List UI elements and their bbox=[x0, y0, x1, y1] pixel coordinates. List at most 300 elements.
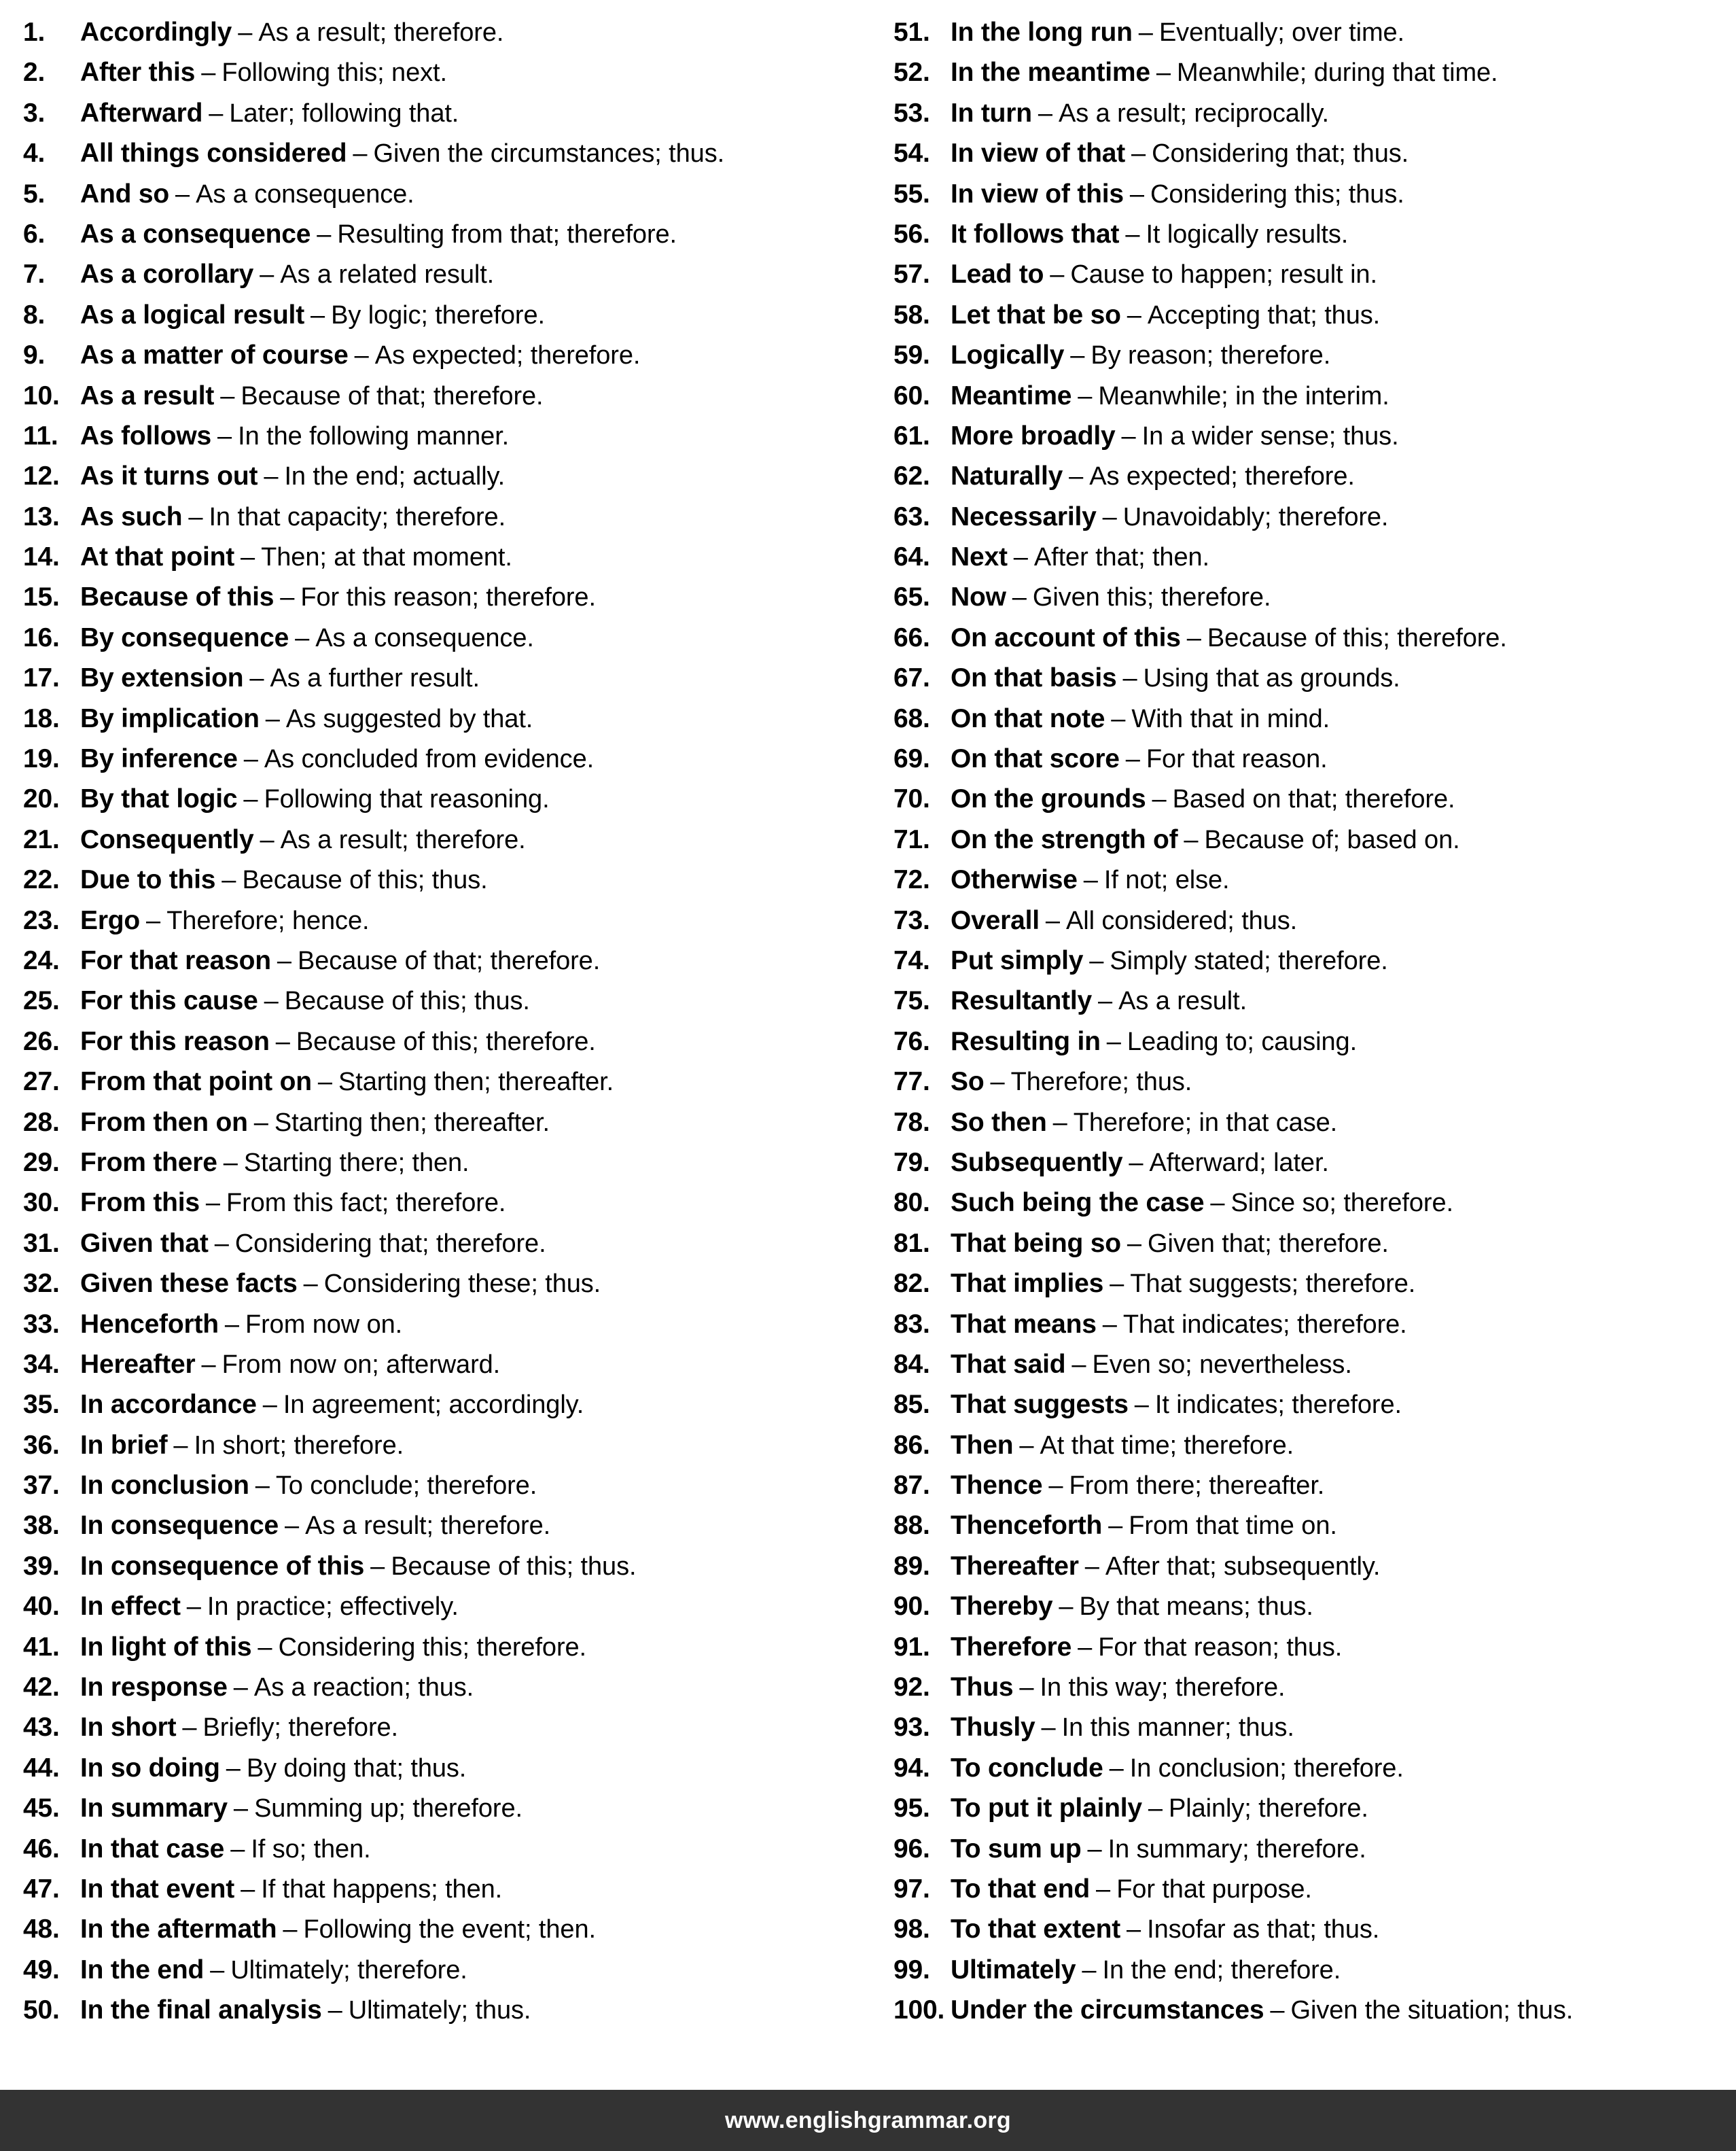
list-item-term: Given these facts bbox=[80, 1269, 298, 1299]
list-item bbox=[893, 174, 1729, 214]
list-item-term: In the meantime bbox=[951, 58, 1150, 88]
list-item-number: 79. bbox=[893, 1147, 930, 1177]
list-item-term: Let that be so bbox=[951, 300, 1121, 330]
list-item-term: Thus bbox=[951, 1673, 1014, 1702]
list-item bbox=[893, 1950, 1729, 1990]
list-item-definition: Therefore; hence. bbox=[166, 906, 370, 935]
list-item-term: That suggests bbox=[951, 1390, 1129, 1420]
list-item-number: 4. bbox=[23, 139, 46, 169]
list-item-separator: – bbox=[277, 946, 292, 975]
list-item bbox=[893, 860, 1729, 900]
list-item-number: 92. bbox=[893, 1673, 930, 1702]
list-item-number: 24. bbox=[23, 945, 60, 975]
list-item-term: In effect bbox=[80, 1592, 181, 1622]
list-item-number: 1. bbox=[23, 18, 46, 47]
list-item-term: In light of this bbox=[80, 1632, 252, 1662]
list-item-definition: At that time; therefore. bbox=[1040, 1431, 1294, 1460]
list-item-separator: – bbox=[241, 543, 255, 572]
list-item-number: 75. bbox=[893, 986, 930, 1016]
list-item bbox=[23, 416, 855, 456]
list-item-term: As a corollary bbox=[80, 260, 254, 290]
list-item-number: 51. bbox=[893, 18, 930, 47]
list-item-number: 70. bbox=[893, 784, 930, 814]
list-item-definition: In the end; actually. bbox=[284, 462, 506, 491]
list-item-separator: – bbox=[370, 1552, 385, 1581]
list-item-number: 90. bbox=[893, 1592, 930, 1622]
list-item-term: Next bbox=[951, 542, 1008, 572]
list-item-term: By implication bbox=[80, 703, 260, 733]
list-item-definition: Considering this; thus. bbox=[1150, 179, 1404, 209]
list-item-number: 23. bbox=[23, 905, 60, 935]
list-item bbox=[893, 1990, 1729, 2030]
list-item-number: 60. bbox=[893, 381, 930, 410]
list-item-term: By inference bbox=[80, 744, 238, 774]
list-item-definition: Plainly; therefore. bbox=[1169, 1794, 1368, 1823]
list-item-term: By consequence bbox=[80, 623, 289, 652]
list-item-term: In summary bbox=[80, 1794, 228, 1823]
list-item-separator: – bbox=[1102, 502, 1117, 531]
list-item-definition: Using that as grounds. bbox=[1143, 664, 1400, 693]
list-item-term: On account of this bbox=[951, 623, 1181, 652]
list-item bbox=[893, 1223, 1729, 1263]
list-item-term: Necessarily bbox=[951, 502, 1097, 531]
list-item bbox=[893, 335, 1729, 375]
list-item-separator: – bbox=[1111, 704, 1126, 733]
list-item-number: 26. bbox=[23, 1026, 60, 1056]
list-item-definition: In this way; therefore. bbox=[1040, 1673, 1286, 1702]
list-item-number: 40. bbox=[23, 1592, 60, 1622]
list-item-definition: As a further result. bbox=[270, 664, 480, 693]
list-item-term: From that point on bbox=[80, 1067, 312, 1097]
list-item-number: 46. bbox=[23, 1834, 60, 1864]
list-item-definition: In practice; effectively. bbox=[207, 1592, 459, 1622]
list-item-term: Then bbox=[951, 1430, 1014, 1460]
list-item-term: Lead to bbox=[951, 260, 1044, 290]
list-item bbox=[23, 779, 855, 819]
list-item-term: In the end bbox=[80, 1955, 205, 1984]
list-item-separator: – bbox=[224, 1310, 239, 1339]
list-item bbox=[893, 941, 1729, 981]
list-item-term: As a matter of course bbox=[80, 340, 349, 370]
list-item-term: Ultimately bbox=[951, 1955, 1076, 1984]
list-item-separator: – bbox=[253, 1108, 268, 1137]
list-item bbox=[23, 1021, 855, 1062]
list-item-number: 34. bbox=[23, 1349, 60, 1379]
list-item-number: 7. bbox=[23, 260, 46, 290]
list-item-term: In that case bbox=[80, 1834, 225, 1864]
list-item-separator: – bbox=[175, 179, 190, 209]
list-item-number: 22. bbox=[23, 865, 60, 895]
list-item-separator: – bbox=[1069, 462, 1084, 491]
list-item-definition: Meanwhile; in the interim. bbox=[1098, 381, 1389, 410]
list-item-definition: After that; then. bbox=[1033, 543, 1209, 572]
list-item-definition: If so; then. bbox=[251, 1834, 371, 1864]
list-item-number: 10. bbox=[23, 381, 60, 410]
list-item-definition: As a consequence. bbox=[315, 623, 534, 652]
list-item-definition: Later; following that. bbox=[229, 99, 459, 128]
list-item bbox=[23, 1223, 855, 1263]
list-item-definition: In the end; therefore. bbox=[1102, 1955, 1341, 1984]
list-item-separator: – bbox=[241, 1874, 255, 1904]
list-item-separator: – bbox=[238, 18, 253, 47]
list-item bbox=[893, 820, 1729, 860]
list-item-number: 48. bbox=[23, 1914, 60, 1944]
list-item bbox=[893, 456, 1729, 496]
list-item-term: On the strength of bbox=[951, 824, 1178, 854]
list-item-separator: – bbox=[265, 704, 280, 733]
list-item-separator: – bbox=[262, 1391, 277, 1420]
list-item-term: Accordingly bbox=[80, 18, 232, 47]
list-item-number: 49. bbox=[23, 1955, 60, 1984]
list-item-number: 6. bbox=[23, 219, 46, 249]
list-item bbox=[23, 1950, 855, 1990]
list-item-term: As a consequence bbox=[80, 219, 311, 249]
list-item-number: 61. bbox=[893, 421, 930, 451]
list-item-number: 39. bbox=[23, 1551, 60, 1581]
list-item-number: 47. bbox=[23, 1874, 60, 1904]
list-item-separator: – bbox=[1138, 18, 1153, 47]
list-item-definition: Briefly; therefore. bbox=[202, 1713, 398, 1743]
list-item-separator: – bbox=[1152, 785, 1167, 814]
list-item bbox=[893, 699, 1729, 739]
list-item-definition: Given that; therefore. bbox=[1148, 1229, 1389, 1258]
list-item-separator: – bbox=[1019, 1431, 1034, 1460]
list-item bbox=[893, 618, 1729, 658]
list-item-term: Such being the case bbox=[951, 1188, 1205, 1218]
list-item-number: 9. bbox=[23, 340, 46, 370]
list-item-separator: – bbox=[258, 1632, 272, 1662]
list-item-term: In brief bbox=[80, 1430, 168, 1460]
list-item-definition: By that means; thus. bbox=[1079, 1592, 1313, 1622]
list-item bbox=[893, 497, 1729, 537]
list-item-definition: If that happens; then. bbox=[261, 1874, 503, 1904]
list-item bbox=[23, 860, 855, 900]
list-item-separator: – bbox=[214, 1229, 229, 1258]
list-item-separator: – bbox=[1134, 1391, 1149, 1420]
list-item-separator: – bbox=[1127, 300, 1141, 330]
list-item-number: 62. bbox=[893, 461, 930, 491]
list-item-definition: By reason; therefore. bbox=[1091, 341, 1331, 370]
list-item bbox=[893, 133, 1729, 173]
list-item-term: Thereafter bbox=[951, 1551, 1079, 1581]
list-item-number: 43. bbox=[23, 1713, 60, 1743]
list-item-number: 30. bbox=[23, 1188, 60, 1218]
list-item-definition: In short; therefore. bbox=[194, 1431, 404, 1460]
list-item bbox=[893, 779, 1729, 819]
list-item-definition: Simply stated; therefore. bbox=[1110, 946, 1388, 975]
list-item-definition: Considering this; therefore. bbox=[278, 1632, 587, 1662]
list-item-definition: Given the circumstances; thus. bbox=[373, 139, 725, 169]
list-item bbox=[893, 52, 1729, 92]
list-item-number: 73. bbox=[893, 905, 930, 935]
list-item-definition: Starting then; thereafter. bbox=[338, 1068, 614, 1097]
list-item-number: 32. bbox=[23, 1269, 60, 1299]
list-item-definition: As suggested by that. bbox=[285, 704, 533, 733]
list-item-number: 83. bbox=[893, 1309, 930, 1339]
list-item-number: 25. bbox=[23, 986, 60, 1016]
list-item-term: In response bbox=[80, 1673, 228, 1702]
list-item-definition: It indicates; therefore. bbox=[1154, 1391, 1402, 1420]
list-item-separator: – bbox=[1156, 58, 1171, 88]
list-item-separator: – bbox=[146, 906, 161, 935]
list-item-definition: As a result; reciprocally. bbox=[1059, 99, 1329, 128]
list-item bbox=[893, 537, 1729, 577]
list-item-term: Ergo bbox=[80, 905, 141, 935]
list-item-definition: As a related result. bbox=[280, 260, 495, 290]
list-item-separator: – bbox=[317, 1068, 332, 1097]
list-item-definition: Leading to; causing. bbox=[1127, 1027, 1358, 1056]
list-item-definition: In agreement; accordingly. bbox=[283, 1391, 584, 1420]
list-item bbox=[23, 214, 855, 254]
list-item bbox=[23, 537, 855, 577]
list-item bbox=[23, 1465, 855, 1505]
list-item-number: 77. bbox=[893, 1067, 930, 1097]
list-item-definition: Therefore; in that case. bbox=[1073, 1108, 1338, 1137]
list-item-separator: – bbox=[233, 1673, 248, 1702]
list-item-definition: Because of that; therefore. bbox=[241, 381, 544, 410]
list-item bbox=[893, 1869, 1729, 1909]
list-item bbox=[23, 376, 855, 416]
list-item-definition: As expected; therefore. bbox=[374, 341, 641, 370]
list-item-number: 68. bbox=[893, 703, 930, 733]
list-item-number: 72. bbox=[893, 865, 930, 895]
list-item bbox=[23, 1263, 855, 1304]
list-item bbox=[23, 497, 855, 537]
list-item-definition: Considering that; therefore. bbox=[234, 1229, 546, 1258]
list-item bbox=[893, 1384, 1729, 1424]
list-item-definition: Meanwhile; during that time. bbox=[1177, 58, 1498, 88]
list-item-separator: – bbox=[1109, 1753, 1124, 1783]
list-item-definition: From now on. bbox=[245, 1310, 403, 1339]
list-item-separator: – bbox=[1210, 1189, 1225, 1218]
list-item-separator: – bbox=[260, 825, 274, 854]
list-item bbox=[23, 820, 855, 860]
list-item-term: In the long run bbox=[951, 18, 1133, 47]
list-item bbox=[23, 1062, 855, 1102]
list-item-separator: – bbox=[303, 1270, 318, 1299]
list-item-term: For this cause bbox=[80, 986, 258, 1016]
list-item-separator: – bbox=[233, 1794, 249, 1823]
list-item-definition: As a reaction; thus. bbox=[253, 1673, 474, 1702]
list-item bbox=[893, 739, 1729, 779]
list-item-term: All things considered bbox=[80, 139, 347, 169]
list-item bbox=[893, 295, 1729, 335]
list-item-term: To sum up bbox=[951, 1834, 1082, 1864]
list-item bbox=[893, 1748, 1729, 1788]
list-item-separator: – bbox=[1038, 99, 1053, 128]
list-item-separator: – bbox=[354, 341, 369, 370]
list-item-definition: In a wider sense; thus. bbox=[1141, 421, 1399, 451]
list-item-definition: Following that reasoning. bbox=[264, 785, 550, 814]
list-item-definition: For this reason; therefore. bbox=[300, 583, 596, 612]
list-item-separator: – bbox=[1048, 1471, 1063, 1501]
list-item-definition: Eventually; over time. bbox=[1158, 18, 1405, 47]
list-item-number: 96. bbox=[893, 1834, 930, 1864]
list-item-definition: Resulting from that; therefore. bbox=[337, 220, 677, 249]
list-item-definition: As a result; therefore. bbox=[280, 825, 526, 854]
list-item-term: At that point bbox=[80, 542, 235, 572]
list-item-definition: All considered; thus. bbox=[1066, 906, 1298, 935]
list-item-number: 55. bbox=[893, 179, 930, 209]
list-item-number: 44. bbox=[23, 1753, 60, 1783]
list-item-definition: From this fact; therefore. bbox=[226, 1189, 506, 1218]
list-item-number: 52. bbox=[893, 58, 930, 88]
list-item-separator: – bbox=[990, 1068, 1005, 1097]
list-item-number: 97. bbox=[893, 1874, 930, 1904]
list-item-number: 69. bbox=[893, 744, 930, 774]
footer-bar bbox=[0, 2090, 1736, 2151]
list-item-number: 78. bbox=[893, 1107, 930, 1137]
list-item bbox=[893, 1183, 1729, 1223]
list-item-separator: – bbox=[1102, 1310, 1117, 1339]
list-item-definition: Given the situation; thus. bbox=[1290, 1996, 1574, 2025]
list-item-number: 36. bbox=[23, 1430, 60, 1460]
list-item-term: In view of that bbox=[951, 139, 1126, 169]
list-item-number: 74. bbox=[893, 945, 930, 975]
list-item-term: It follows that bbox=[951, 219, 1120, 249]
list-item-definition: In the following manner. bbox=[238, 421, 510, 451]
list-item-number: 84. bbox=[893, 1349, 930, 1379]
list-item-definition: As a result; therefore. bbox=[305, 1511, 551, 1541]
list-item-separator: – bbox=[280, 583, 295, 612]
list-item-definition: Even so; nevertheless. bbox=[1092, 1350, 1352, 1379]
list-item-term: In conclusion bbox=[80, 1471, 249, 1501]
list-item-number: 98. bbox=[893, 1914, 930, 1944]
list-item-separator: – bbox=[226, 1753, 241, 1783]
list-item-definition: Given this; therefore. bbox=[1032, 583, 1271, 612]
list-item-term: From this bbox=[80, 1188, 200, 1218]
list-item-number: 28. bbox=[23, 1107, 60, 1137]
list-item-separator: – bbox=[1122, 664, 1137, 693]
list-item-term: Overall bbox=[951, 905, 1040, 935]
list-item-separator: – bbox=[1106, 1027, 1121, 1056]
list-item bbox=[893, 900, 1729, 941]
list-item-number: 85. bbox=[893, 1390, 930, 1420]
list-item-number: 17. bbox=[23, 663, 60, 693]
list-item-number: 19. bbox=[23, 744, 60, 774]
list-item-definition: Accepting that; thus. bbox=[1147, 300, 1381, 330]
list-item-number: 66. bbox=[893, 623, 930, 652]
list-item-definition: Because of this; thus. bbox=[391, 1552, 637, 1581]
list-item bbox=[23, 1505, 855, 1545]
list-item-separator: – bbox=[201, 1350, 216, 1379]
list-item-term: Afterward bbox=[80, 98, 203, 128]
list-item-definition: Because of; based on. bbox=[1204, 825, 1460, 854]
list-item bbox=[893, 1627, 1729, 1667]
list-item-term: From then on bbox=[80, 1107, 248, 1137]
list-item-number: 93. bbox=[893, 1713, 930, 1743]
list-item-separator: – bbox=[353, 139, 368, 169]
list-item-term: In that event bbox=[80, 1874, 235, 1904]
list-item-term: Subsequently bbox=[951, 1147, 1123, 1177]
list-item-definition: Because of this; therefore. bbox=[296, 1027, 596, 1056]
list-item-separator: – bbox=[1148, 1794, 1163, 1823]
list-item-term: By that logic bbox=[80, 784, 238, 814]
list-item bbox=[893, 1546, 1729, 1586]
list-item-definition: Therefore; thus. bbox=[1010, 1068, 1192, 1097]
list-item-number: 54. bbox=[893, 139, 930, 169]
right-column bbox=[868, 12, 1735, 2031]
list-item-term: On the grounds bbox=[951, 784, 1146, 814]
list-item bbox=[23, 254, 855, 294]
list-item-definition: For that purpose. bbox=[1116, 1874, 1312, 1904]
list-item-number: 86. bbox=[893, 1430, 930, 1460]
list-item-term: In so doing bbox=[80, 1753, 220, 1783]
list-item-separator: – bbox=[295, 623, 310, 652]
list-item bbox=[23, 618, 855, 658]
list-item-separator: – bbox=[1083, 866, 1098, 895]
list-item-term: Resultantly bbox=[951, 986, 1093, 1016]
list-item bbox=[893, 93, 1729, 133]
list-item-separator: – bbox=[1059, 1592, 1074, 1622]
list-item-number: 59. bbox=[893, 340, 930, 370]
list-item-definition: Then; at that moment. bbox=[261, 543, 512, 572]
list-item bbox=[23, 981, 855, 1021]
list-item-separator: – bbox=[1082, 1955, 1097, 1984]
list-item-term: To conclude bbox=[951, 1753, 1103, 1783]
list-item-definition: Considering that; thus. bbox=[1152, 139, 1409, 169]
list-item-term: In turn bbox=[951, 98, 1032, 128]
list-item-term: As a logical result bbox=[80, 300, 304, 330]
list-item bbox=[23, 1183, 855, 1223]
list-item bbox=[893, 1344, 1729, 1384]
list-item-term: From there bbox=[80, 1147, 217, 1177]
list-item bbox=[23, 1627, 855, 1667]
list-item-number: 82. bbox=[893, 1269, 930, 1299]
list-item-number: 31. bbox=[23, 1228, 60, 1258]
list-item-definition: Since so; therefore. bbox=[1230, 1189, 1453, 1218]
list-item-separator: – bbox=[284, 1511, 300, 1541]
list-item-separator: – bbox=[1127, 1229, 1142, 1258]
list-item-separator: – bbox=[173, 1431, 188, 1460]
list-item-number: 64. bbox=[893, 542, 930, 572]
list-item-term: By extension bbox=[80, 663, 244, 693]
list-item bbox=[893, 1667, 1729, 1707]
list-item-term: After this bbox=[80, 58, 196, 88]
list-item-term: In accordance bbox=[80, 1390, 257, 1420]
list-item bbox=[23, 52, 855, 92]
list-item-separator: – bbox=[1096, 1874, 1111, 1904]
list-item-separator: – bbox=[210, 1955, 225, 1984]
list-item-definition: That indicates; therefore. bbox=[1122, 1310, 1407, 1339]
list-item-separator: – bbox=[1129, 179, 1145, 209]
website-url: www.englishgrammar.org bbox=[725, 2107, 1011, 2133]
list-item-definition: Based on that; therefore. bbox=[1172, 785, 1455, 814]
list-item bbox=[23, 1909, 855, 1949]
list-item-term: So then bbox=[951, 1107, 1047, 1137]
list-item-separator: – bbox=[217, 421, 232, 451]
list-item-definition: From there; thereafter. bbox=[1069, 1471, 1325, 1501]
list-item-separator: – bbox=[1089, 946, 1104, 975]
list-item bbox=[23, 456, 855, 496]
list-item bbox=[893, 1304, 1729, 1344]
list-item-number: 99. bbox=[893, 1955, 930, 1984]
list-item-number: 20. bbox=[23, 784, 60, 814]
list-item-definition: Ultimately; thus. bbox=[348, 1996, 531, 2025]
list-item-separator: – bbox=[1125, 220, 1140, 249]
list-item-definition: For that reason. bbox=[1146, 745, 1328, 774]
list-item bbox=[23, 658, 855, 698]
list-item-separator: – bbox=[1098, 987, 1113, 1016]
list-item-number: 2. bbox=[23, 58, 46, 88]
list-item-term: Under the circumstances bbox=[951, 1995, 1264, 2025]
list-item-definition: With that in mind. bbox=[1131, 704, 1330, 733]
list-item-separator: – bbox=[1129, 1148, 1144, 1177]
list-item-separator: – bbox=[1071, 1350, 1086, 1379]
list-item-term: For this reason bbox=[80, 1026, 270, 1056]
list-item-separator: – bbox=[201, 58, 216, 88]
list-item-separator: – bbox=[1084, 1552, 1099, 1581]
